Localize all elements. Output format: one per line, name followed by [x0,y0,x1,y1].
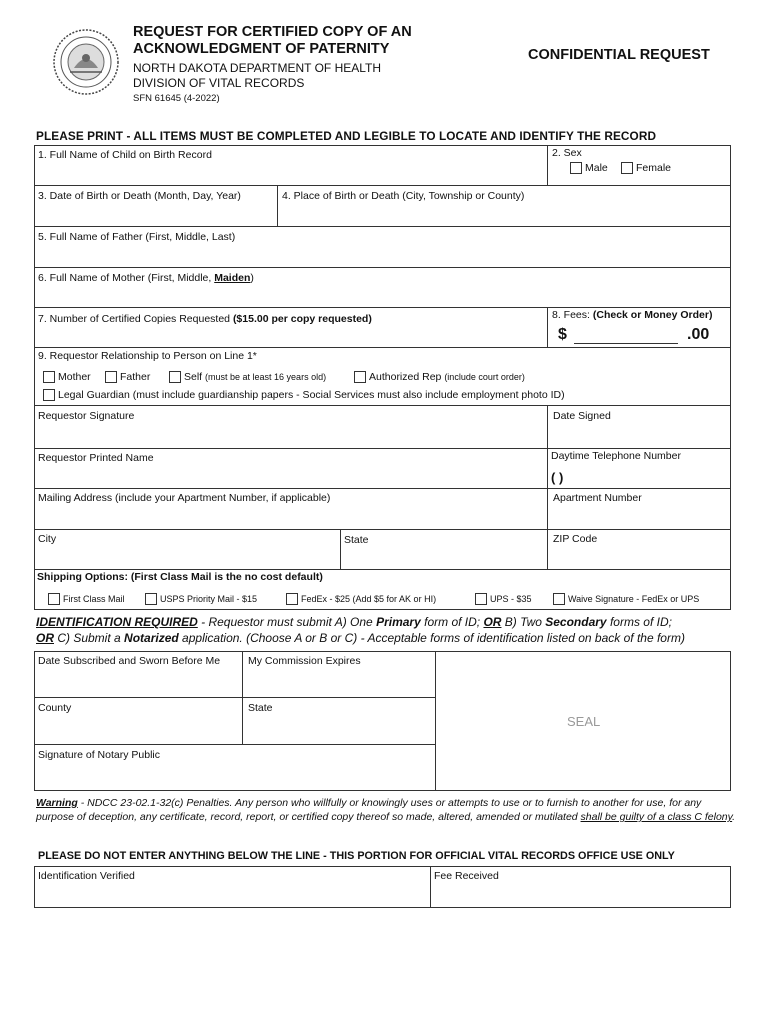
print-instructions: PLEASE PRINT - ALL ITEMS MUST BE COMPLETED AND LEGIBLE TO LOCATE AND IDENTIFY THE RECORD [36,129,657,143]
copies-label: 7. Number of Certified Copies Requested ($15.00 per copy requested) [38,313,372,325]
rel-guardian-label: Legal Guardian (must include guardianship papers - Social Services must also include employment photo ID) [58,389,565,401]
mother-checkbox[interactable] [43,371,55,383]
identification-requirements: IDENTIFICATION REQUIRED - Requestor must submit A) One Primary form of ID; OR B) Two Secondary forms of ID; OR C) Submit a Notarized application. (Choose A or B or C) - Acceptable forms of identification listed on back of the form) [36,615,685,645]
relationship-label: 9. Requestor Relationship to Person on Line 1* [38,350,257,362]
sex-field [547,145,731,186]
male-checkbox[interactable] [570,162,582,174]
county-label: County [38,702,72,714]
dept-line-2: DIVISION OF VITAL RECORDS [133,76,305,90]
dob-label: 3. Date of Birth or Death (Month, Day, Year) [38,190,241,202]
mailing-label: Mailing Address (include your Apartment Number, if applicable) [38,492,331,504]
shipping-heading: Shipping Options: (First Class Mail is the no cost default) [37,571,323,583]
notary-state-label: State [248,702,273,714]
father-name-field[interactable] [34,226,731,268]
commission-expires-field[interactable] [242,651,436,698]
place-of-birth-field[interactable] [277,185,731,227]
cents-label: .00 [687,326,710,343]
notary-state-field[interactable] [242,697,436,745]
warning-text: Warning - NDCC 23-02.1-32(c) Penalties. Any person who willfully or knowingly uses or attempts to use or to furnish to another for use, for any purpose of deception, any certificate, record, report, or certified copy thereof so made, altered, amended or mutilated shall be guilty of a class C felony. [36,797,736,823]
fee-amount-line [574,343,678,344]
phone-label: Daytime Telephone Number [551,450,681,462]
state-label: State [344,534,369,546]
signature-label: Requestor Signature [38,410,135,422]
child-name-label: 1. Full Name of Child on Birth Record [38,149,212,161]
zip-field[interactable] [547,529,731,570]
date-of-birth-field[interactable] [34,185,278,227]
phone-field[interactable] [547,448,731,489]
state-field[interactable] [340,529,548,570]
shipping-section [34,569,731,610]
fee-received-field[interactable] [430,866,731,908]
female-label: Female [636,162,672,174]
place-label: 4. Place of Birth or Death (City, Township or County) [282,190,525,202]
seal-label: SEAL [567,714,601,729]
apartment-field[interactable] [547,488,731,530]
date-sworn-label: Date Subscribed and Sworn Before Me [38,655,221,667]
rel-self-label: Self (must be at least 16 years old) [184,371,327,383]
rel-mother-label: Mother [58,371,91,383]
shipping-option-waive: Waive Signature - FedEx or UPS [568,594,700,604]
fees-label: 8. Fees: (Check or Money Order) [552,309,713,321]
rel-rep-label: Authorized Rep (include court order) [369,371,525,383]
dept-line-1: NORTH DAKOTA DEPARTMENT OF HEALTH [133,61,382,75]
usps-priority-checkbox[interactable] [145,593,157,605]
form-title: REQUEST FOR CERTIFIED COPY OF AN ACKNOWLEDGMENT OF PATERNITY [133,24,412,57]
authorized-rep-checkbox[interactable] [354,371,366,383]
seal-area [435,651,731,791]
female-checkbox[interactable] [621,162,633,174]
confidential-label: CONFIDENTIAL REQUEST [528,47,710,63]
zip-label: ZIP Code [553,533,598,545]
commission-label: My Commission Expires [248,655,361,667]
fedex-checkbox[interactable] [286,593,298,605]
shipping-option-ups: UPS - $35 [490,594,532,604]
male-label: Male [585,162,608,174]
rel-father-label: Father [120,371,151,383]
office-use-heading: PLEASE DO NOT ENTER ANYTHING BELOW THE LINE - THIS PORTION FOR OFFICIAL VITAL RECORDS OFFICE USE ONLY [38,850,675,862]
date-sworn-field[interactable] [34,651,243,698]
father-checkbox[interactable] [105,371,117,383]
shipping-option-first-class: First Class Mail [63,594,125,604]
area-code-parens: ( ) [551,470,564,485]
copies-field[interactable] [34,307,548,348]
mailing-address-field[interactable] [34,488,548,530]
id-verified-field[interactable] [34,866,431,908]
father-label: 5. Full Name of Father (First, Middle, Last) [38,231,236,243]
dollar-sign: $ [558,326,567,343]
first-class-checkbox[interactable] [48,593,60,605]
notary-county-field[interactable] [34,697,243,745]
date-signed-label: Date Signed [553,410,611,422]
apartment-label: Apartment Number [553,492,642,504]
legal-guardian-checkbox[interactable] [43,389,55,401]
printed-name-field[interactable] [34,448,548,489]
fee-received-label: Fee Received [434,870,499,882]
relationship-section [34,347,731,405]
printed-name-label: Requestor Printed Name [38,452,154,464]
waive-signature-checkbox[interactable] [553,593,565,605]
state-seal-image [52,28,120,96]
mother-label: 6. Full Name of Mother (First, Middle, Maiden) [38,272,254,284]
mother-name-field[interactable] [34,267,731,308]
city-field[interactable] [34,529,341,570]
form-number: SFN 61645 (4-2022) [133,93,220,104]
child-name-field[interactable] [34,145,548,186]
fees-field[interactable] [547,307,731,348]
self-checkbox[interactable] [169,371,181,383]
shipping-option-fedex: FedEx - $25 (Add $5 for AK or HI) [301,594,437,604]
date-signed-field[interactable] [547,405,731,449]
requestor-signature-field[interactable] [34,405,548,449]
id-verified-label: Identification Verified [38,870,135,882]
shipping-option-usps: USPS Priority Mail - $15 [160,594,258,604]
ups-checkbox[interactable] [475,593,487,605]
city-label: City [38,533,57,545]
sex-label: 2. Sex [552,147,582,159]
notary-signature-field[interactable] [34,744,436,791]
department-name [133,61,381,91]
notary-signature-label: Signature of Notary Public [38,749,160,761]
